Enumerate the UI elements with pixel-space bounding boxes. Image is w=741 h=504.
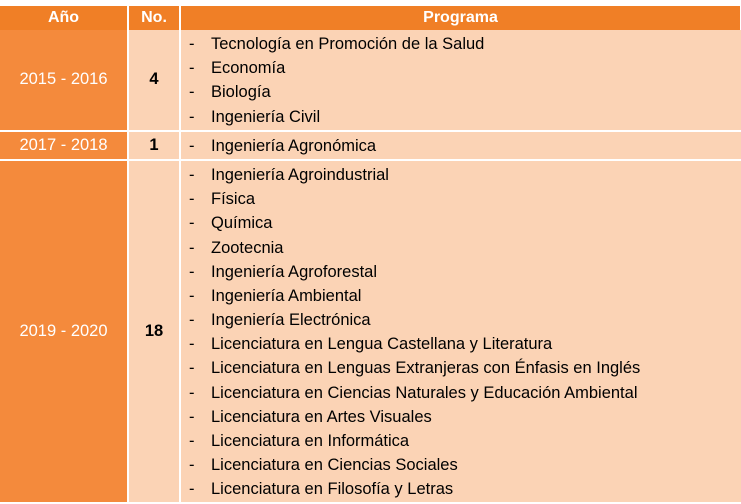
year-cell: 2017 - 2018 xyxy=(0,131,128,160)
program-name: Ingeniería Agroforestal xyxy=(211,262,378,281)
list-item xyxy=(181,187,741,211)
dash-bullet: - xyxy=(189,238,195,257)
program-name: Ingeniería Ambiental xyxy=(211,286,362,305)
dash-bullet: - xyxy=(189,335,195,354)
header-number: No. xyxy=(128,6,180,30)
dash-bullet: - xyxy=(189,35,195,53)
list-item xyxy=(181,211,741,235)
program-list xyxy=(181,161,741,502)
program-name: Física xyxy=(211,190,256,209)
dash-bullet: - xyxy=(189,480,195,499)
programs-table xyxy=(0,6,741,504)
list-item xyxy=(181,405,741,429)
table-row xyxy=(0,131,741,160)
table-row xyxy=(0,30,741,131)
program-list xyxy=(181,132,741,159)
list-item xyxy=(181,453,741,477)
program-name: Ingeniería Civil xyxy=(211,107,321,126)
program-name: Licenciatura en Ciencias Sociales xyxy=(211,456,458,475)
list-item xyxy=(181,105,741,129)
program-name: Zootecnia xyxy=(211,238,284,257)
list-item xyxy=(181,163,741,187)
dash-bullet: - xyxy=(189,83,195,102)
count-cell: 1 xyxy=(128,131,180,160)
list-item xyxy=(181,308,741,332)
program-list xyxy=(181,30,741,130)
list-item xyxy=(181,260,741,284)
year-cell: 2019 - 2020 xyxy=(0,160,128,503)
programs-cell xyxy=(180,30,741,131)
program-name: Química xyxy=(211,214,273,233)
program-name: Tecnología en Promoción de la Salud xyxy=(211,35,485,53)
programs-cell xyxy=(180,160,741,503)
list-item xyxy=(181,80,741,104)
program-name: Biología xyxy=(211,83,271,102)
year-cell: 2015 - 2016 xyxy=(0,30,128,131)
dash-bullet: - xyxy=(189,59,195,78)
program-name: Ingeniería Agronómica xyxy=(211,136,377,155)
table-row xyxy=(0,160,741,503)
list-item xyxy=(181,356,741,380)
program-name: Ingeniería Electrónica xyxy=(211,311,371,330)
list-item xyxy=(181,381,741,405)
list-item xyxy=(181,56,741,80)
program-name: Licenciatura en Filosofía y Letras xyxy=(211,480,454,499)
dash-bullet: - xyxy=(189,407,195,426)
header-row xyxy=(0,6,741,30)
program-name: Licenciatura en Ciencias Naturales y Educación Ambiental xyxy=(211,383,638,402)
list-item xyxy=(181,134,741,158)
list-item xyxy=(181,236,741,260)
dash-bullet: - xyxy=(189,456,195,475)
dash-bullet: - xyxy=(189,214,195,233)
list-item xyxy=(181,284,741,308)
dash-bullet: - xyxy=(189,286,195,305)
dash-bullet: - xyxy=(189,165,195,184)
dash-bullet: - xyxy=(189,136,195,155)
dash-bullet: - xyxy=(189,311,195,330)
dash-bullet: - xyxy=(189,190,195,209)
dash-bullet: - xyxy=(189,383,195,402)
dash-bullet: - xyxy=(189,262,195,281)
list-item xyxy=(181,429,741,453)
program-name: Ingeniería Agroindustrial xyxy=(211,165,389,184)
list-item xyxy=(181,332,741,356)
count-cell: 4 xyxy=(128,30,180,131)
program-name: Licenciatura en Lengua Castellana y Literatura xyxy=(211,335,553,354)
program-name: Licenciatura en Artes Visuales xyxy=(211,407,432,426)
program-name: Economía xyxy=(211,59,286,78)
dash-bullet: - xyxy=(189,359,195,378)
header-program: Programa xyxy=(180,6,741,30)
programs-cell xyxy=(180,131,741,160)
program-name: Licenciatura en Informática xyxy=(211,432,410,450)
list-item xyxy=(181,32,741,56)
header-year: Año xyxy=(0,6,128,30)
dash-bullet: - xyxy=(189,432,195,450)
count-cell: 18 xyxy=(128,160,180,503)
list-item xyxy=(181,477,741,501)
dash-bullet: - xyxy=(189,107,195,126)
program-name: Licenciatura en Lenguas Extranjeras con Énfasis en Inglés xyxy=(211,359,641,378)
